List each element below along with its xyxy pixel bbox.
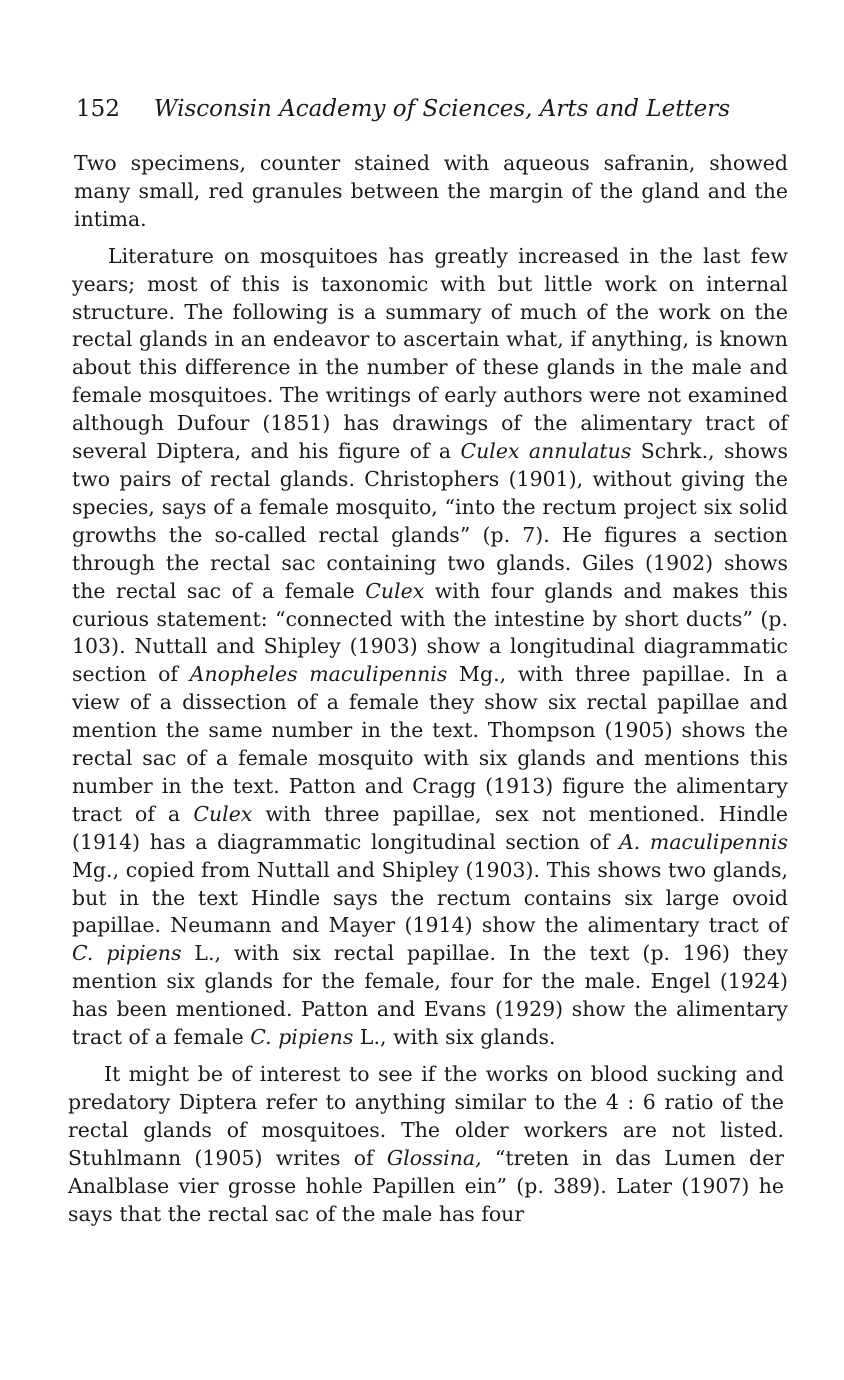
italic-term: Culex xyxy=(365,578,425,603)
text-run: Mg., with three papillae. In a view of a dissection of a female they show six rectal papillae and mention the same number in the text. Thompson (1905) shows the rectal sac of a female mosquito with six glands and mentions this number in the text. Patton and Cragg (1913) figure the alimentary tract of a xyxy=(72,662,788,826)
text-run: “treten in das Lumen der Analblase vier grosse hohle Papillen ein” (p. 389). Later (1907) he says that the rectal sac of the male has four xyxy=(68,1145,785,1226)
text-run: L., with six glands. xyxy=(353,1025,556,1050)
text-run: Mg., copied from Nuttall and Shipley (1903). This shows two glands, but in the text Hindle says the rectum contains six large ovoid papillae. Neumann and Mayer (1914) show the alimentary tract of xyxy=(72,857,788,938)
italic-term: Culex annulatus xyxy=(460,439,632,464)
body-text xyxy=(68,150,788,1228)
text-run: Schrk., shows two pairs of rectal glands. Christophers (1901), without giving the species, says of a female mosquito, “into the rectum project six solid growths the so-called rectal glands” (p. 7). He figures a section through the rectal sac containing two glands. Giles (1902) shows the rectal sac of a female xyxy=(72,439,789,603)
paragraph-2 xyxy=(72,243,788,1052)
italic-term: Anopheles maculipennis xyxy=(189,662,448,687)
text-run: Literature on mosquitoes has greatly increased in the last few years; most of this is taxonomic with but little work on internal structure. The following is a summary of much of the work on the rectal glands in an endeavor to ascertain what, if anything, is known about this difference in the number of these glands in the male and female mosquitoes. The writings of early authors were not examined although Dufour (1851) has drawings of the alimentary tract of several Diptera, and his figure of a xyxy=(72,243,788,464)
text-run: with four glands and makes this curious statement: “connected with the intestine by short ducts” (p. 103). Nuttall and Shipley (1903) show a longitudinal diagrammatic section of xyxy=(72,578,788,687)
paragraph-1 xyxy=(74,150,788,234)
text-run: with three papillae, sex not mentioned. Hindle (1914) has a diagrammatic longitudinal section of xyxy=(72,801,789,854)
italic-term: C. pipiens xyxy=(72,941,182,966)
italic-term: Culex xyxy=(193,801,253,826)
text-run: It might be of interest to see if the works on blood sucking and predatory Diptera refer to anything similar to the 4 : 6 ratio of the rectal glands of mosquitoes. The older workers are not listed. Stuhlmann (1905) writes of xyxy=(68,1062,784,1170)
page-number: 152 xyxy=(76,96,120,122)
italic-term: A. maculipennis xyxy=(619,829,788,854)
italic-term: Glossina, xyxy=(386,1145,482,1170)
italic-term: C. pipiens xyxy=(250,1025,354,1050)
running-header xyxy=(76,92,776,126)
text-run: Two specimens, counter stained with aqueous safranin, showed many small, red granules between the margin of the gland and the intima. xyxy=(74,151,788,231)
paragraph-3 xyxy=(68,1061,784,1228)
text-run: L., with six rectal papillae. In the text (p. 196) they mention six glands for the female, four for the male. Engel (1924) has been mentioned. Patton and Evans (1929) show the alimentary tract of a female xyxy=(72,941,788,1050)
journal-title: Wisconsin Academy of Sciences, Arts and Letters xyxy=(153,96,731,122)
